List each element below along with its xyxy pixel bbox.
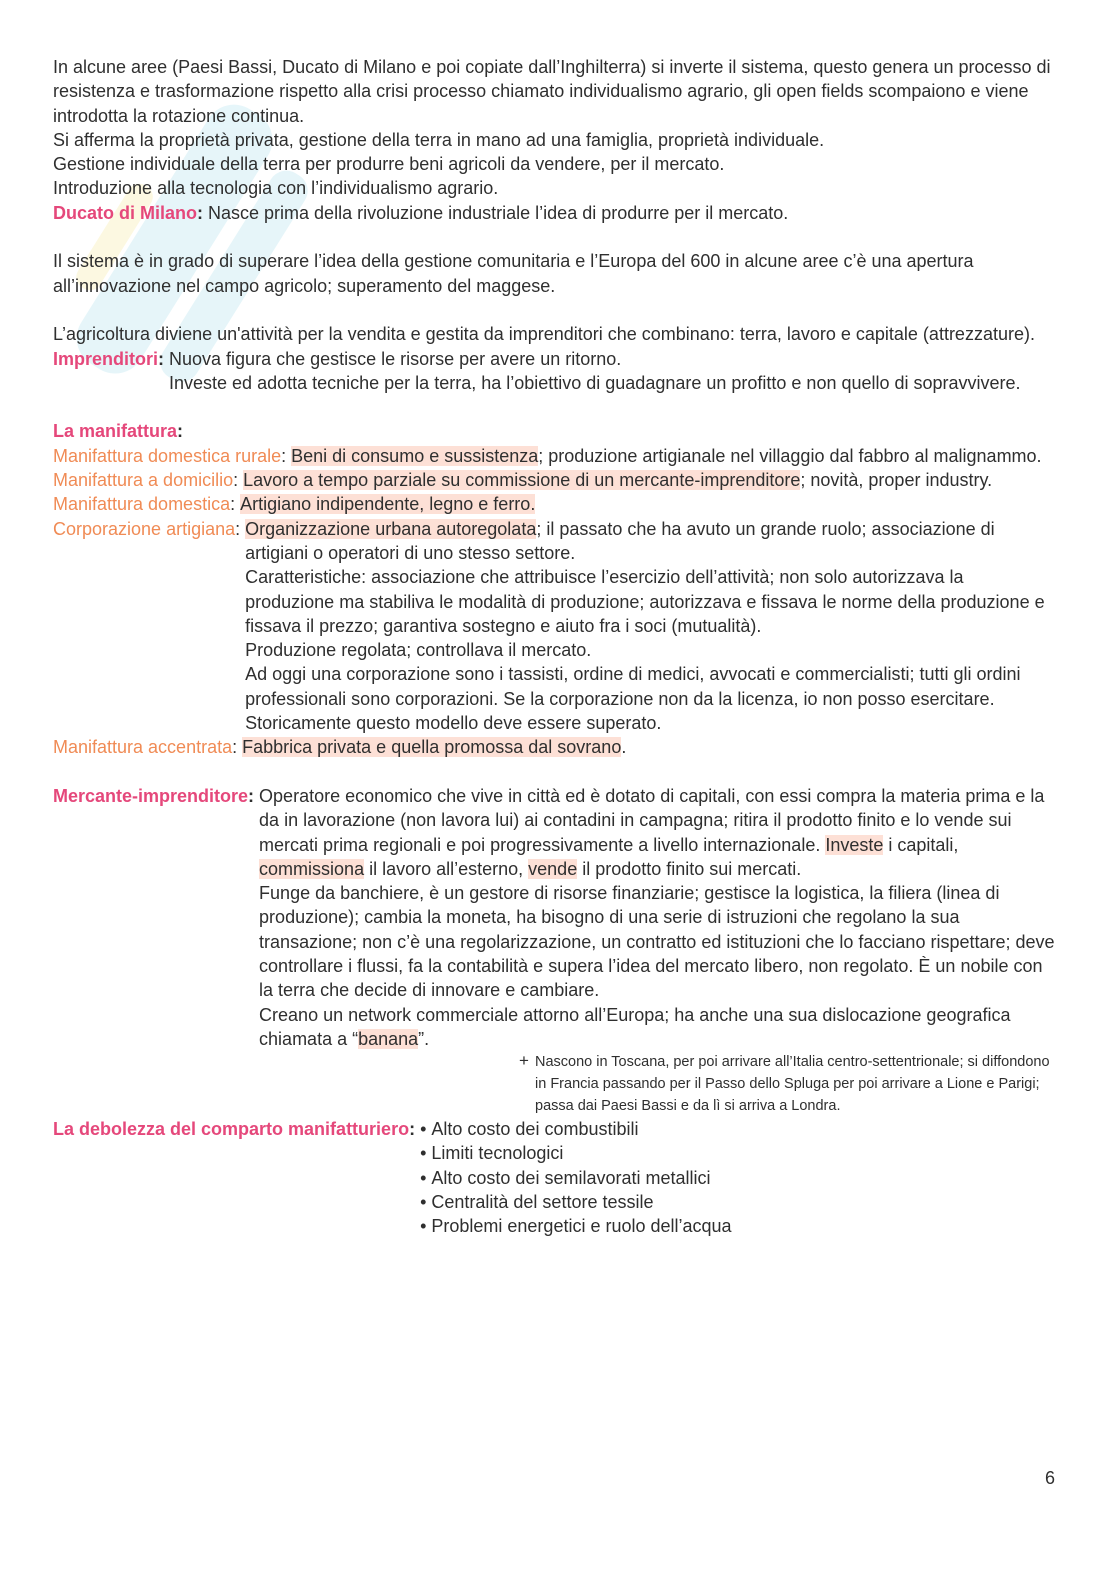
imprenditori-body	[169, 347, 1057, 396]
highlighted-text: Investe	[825, 834, 884, 855]
mercante-paragraph	[259, 1003, 1057, 1052]
ducato-label: Ducato di Milano	[53, 202, 197, 223]
intro-line: Gestione individuale della terra per produrre beni agricoli da vendere, per il mercato.	[53, 154, 725, 175]
mercante-paragraph: Funge da banchiere, è un gestore di risorse finanziarie; gestisce la logistica, la filiera (linea di produzione); cambia la moneta, ha bisogno di una serie di istruzioni che regolano la sua transazione; non c’è una regolarizzazione, un contratto ed istituzioni che lo facciano rispettare; deve controllare i flussi, fa la contabilità e supera l’idea del mercato libero, non regolato. È un nobile con la terra che decide di innovare e cambiare.	[259, 883, 1055, 1001]
intro-line: Introduzione alla tecnologia con l’individualismo agrario.	[53, 178, 499, 199]
imprenditori-line: Nuova figura che gestisce le risorse per avere un ritorno.	[169, 348, 622, 369]
intro-line: In alcune aree (Paesi Bassi, Ducato di Milano e poi copiate dall’Inghilterra) si inverte il sistema, questo genera un processo di resistenza e trasformazione rispetto alla crisi processo chiamato individualismo agrario, gli open fields scompaiono e viene introdotta la rotazione continua.	[53, 57, 1051, 126]
list-item-text: Centralità del settore tessile	[431, 1192, 654, 1213]
page-number: 6	[1044, 1468, 1055, 1488]
highlighted-text: Beni di consumo e sussistenza	[291, 445, 539, 466]
manifattura-term	[53, 444, 286, 468]
imprenditori-term	[53, 347, 164, 371]
manifattura-text	[242, 735, 1057, 759]
label-colon: :	[158, 348, 165, 369]
manifattura-label: Manifattura domestica rurale	[53, 445, 282, 466]
bullet-icon: •	[420, 1192, 427, 1213]
sistema-paragraph: Il sistema è in grado di superare l’idea della gestione comunitaria e l’Europa del 600 in alcune aree c’è una apertura all’innovazione nel campo agricolo; superamento del maggese.	[53, 251, 974, 296]
corporazione-text	[245, 517, 1057, 566]
mercante-text: i capitali,	[883, 834, 959, 855]
list-item	[420, 1117, 1057, 1141]
corporazione-body	[245, 517, 1057, 736]
mercante-text: Creano un network commerciale attorno all’Europa; ha anche una sua dislocazione geografica chiamata a “	[259, 1004, 1011, 1049]
mercante-label: Mercante-imprenditore	[53, 785, 249, 806]
manifattura-text	[243, 468, 1057, 492]
list-item	[420, 1166, 1057, 1190]
highlighted-text: banana	[358, 1028, 419, 1049]
list-item-text: Limiti tecnologici	[431, 1143, 564, 1164]
highlighted-text: commissiona	[259, 858, 365, 879]
label-colon: :	[235, 518, 241, 539]
manifattura-label: Corporazione artigiana	[53, 518, 236, 539]
intro-line: Si afferma la proprietà privata, gestione della terra in mano ad una famiglia, proprietà individuale.	[53, 129, 825, 150]
corporazione-paragraph: Caratteristiche: associazione che attribuisce l’esercizio dell’attività; non solo autorizzava la produzione ma stabiliva le modalità di produzione; autorizzava e fissava le norme della produzione e fissava il prezzo; garantiva sostegno e aiuto fra i soci (mutualità).	[245, 567, 1045, 636]
label-colon: :	[230, 494, 236, 515]
corporazione-paragraph: Ad oggi una corporazione sono i tassisti, ordine di medici, avvocati e commercialisti; tutti gli ordini professionali sono corporazioni. Se la corporazione non da la licenza, io non posso esercitare. Storicamente questo modello deve essere superato.	[245, 664, 1021, 734]
manifattura-rest: ; novità, proper industry.	[800, 470, 993, 491]
manifattura-body	[240, 492, 1057, 516]
paragraph-gap	[53, 298, 1057, 322]
manifattura-heading-label: La manifattura	[53, 421, 178, 442]
manifattura-label: Manifattura accentrata	[53, 737, 233, 758]
notes-content	[53, 55, 1057, 1239]
debolezza-term	[53, 1117, 415, 1141]
ducato-paragraph	[53, 201, 1057, 225]
manifattura-body	[243, 468, 1057, 492]
manifattura-item	[53, 492, 1057, 516]
label-colon: :	[233, 470, 239, 491]
bullet-icon: •	[420, 1167, 427, 1188]
list-item-text: Problemi energetici e ruolo dell’acqua	[431, 1216, 732, 1237]
manifattura-body	[242, 735, 1057, 759]
manifattura-text	[291, 444, 1057, 468]
manifattura-item	[53, 735, 1057, 759]
highlighted-text: Lavoro a tempo parziale su commissione di un mercante-imprenditore	[243, 470, 801, 491]
ducato-text: Nasce prima della rivoluzione industriale l’idea di produrre per il mercato.	[208, 202, 789, 223]
corporazione-paragraph: Produzione regolata; controllava il mercato.	[245, 640, 592, 661]
list-item	[420, 1214, 1057, 1238]
list-item-text: Alto costo dei semilavorati metallici	[431, 1167, 711, 1188]
label-colon: :	[197, 202, 203, 223]
label-colon: :	[177, 421, 184, 442]
mercante-text: il lavoro all’esterno,	[364, 858, 529, 879]
highlighted-text: Organizzazione urbana autoregolata	[245, 518, 537, 539]
mercante-text: Operatore economico che vive in città ed è dotato di capitali, con essi compra la materia prima e la da in lavorazione (non lavora lui) ai contadini in campagna; ritira il prodotto finito e lo vende sui mercati prima regionali e poi progressivamente a livello internazionale.	[259, 785, 1045, 855]
manifattura-label: Manifattura domestica	[53, 494, 231, 515]
imprenditori-label: Imprenditori	[53, 348, 159, 369]
manifattura-term	[53, 517, 240, 541]
mercante-note	[519, 1051, 1057, 1117]
manifattura-item	[53, 468, 1057, 492]
imprenditori-definition	[53, 347, 1057, 396]
note-text: Nascono in Toscana, per poi arrivare all’Italia centro-settentrionale; si diffondono in Francia passando per il Passo dello Spluga per poi arrivare a Lione e Parigi; passa dai Paesi Bassi e da lì si arriva a Londra.	[535, 1054, 1050, 1115]
label-colon: :	[281, 445, 287, 466]
highlighted-text: vende	[528, 858, 578, 879]
manifattura-term	[53, 468, 238, 492]
paragraph-gap	[53, 395, 1057, 419]
bullet-icon: •	[420, 1143, 427, 1164]
list-item	[420, 1190, 1057, 1214]
manifattura-rest: ; produzione artigianale nel villaggio dal fabbro al malignammo.	[538, 445, 1042, 466]
agricoltura-paragraph: L’agricoltura diviene un'attività per la vendita e gestita da imprenditori che combinano: terra, lavoro e capitale (attrezzature).	[53, 324, 1035, 345]
corporazione-rest: ; il passato che ha avuto un grande ruolo; associazione di artigiani o operatori di uno stesso settore.	[245, 518, 995, 563]
mercante-text: ”.	[418, 1028, 430, 1049]
plus-icon: +	[519, 1051, 529, 1071]
manifattura-term	[53, 735, 237, 759]
label-colon: :	[248, 785, 255, 806]
highlighted-text: Fabbrica privata e quella promossa dal sovrano	[242, 737, 622, 758]
debolezza-label: La debolezza del comparto manifatturiero	[53, 1119, 410, 1140]
mercante-term	[53, 784, 254, 808]
manifattura-term	[53, 492, 235, 516]
manifattura-label: Manifattura a domicilio	[53, 470, 234, 491]
list-item	[420, 1141, 1057, 1165]
manifattura-heading	[53, 419, 1057, 443]
paragraph-gap	[53, 760, 1057, 784]
manifattura-body	[291, 444, 1057, 468]
corporazione-item	[53, 517, 1057, 736]
mercante-text: il prodotto finito sui mercati.	[577, 858, 802, 879]
mercante-paragraph	[259, 784, 1057, 881]
label-colon: :	[409, 1119, 416, 1140]
manifattura-item	[53, 444, 1057, 468]
mercante-definition	[53, 784, 1057, 1051]
debolezza-list	[420, 1117, 1057, 1238]
debolezza-definition	[53, 1117, 1057, 1238]
list-item-text: Alto costo dei combustibili	[431, 1119, 639, 1140]
label-colon: :	[232, 737, 238, 758]
paragraph-gap	[53, 225, 1057, 249]
manifattura-rest: .	[621, 737, 627, 758]
mercante-body	[259, 784, 1057, 1051]
imprenditori-line: Investe ed adotta tecniche per la terra, ha l’obiettivo di guadagnare un profitto e non quello di sopravvivere.	[169, 372, 1021, 393]
manifattura-text	[240, 492, 1057, 516]
highlighted-text: Artigiano indipendente, legno e ferro.	[240, 494, 536, 515]
bullet-icon: •	[420, 1216, 427, 1237]
bullet-icon: •	[420, 1119, 427, 1140]
